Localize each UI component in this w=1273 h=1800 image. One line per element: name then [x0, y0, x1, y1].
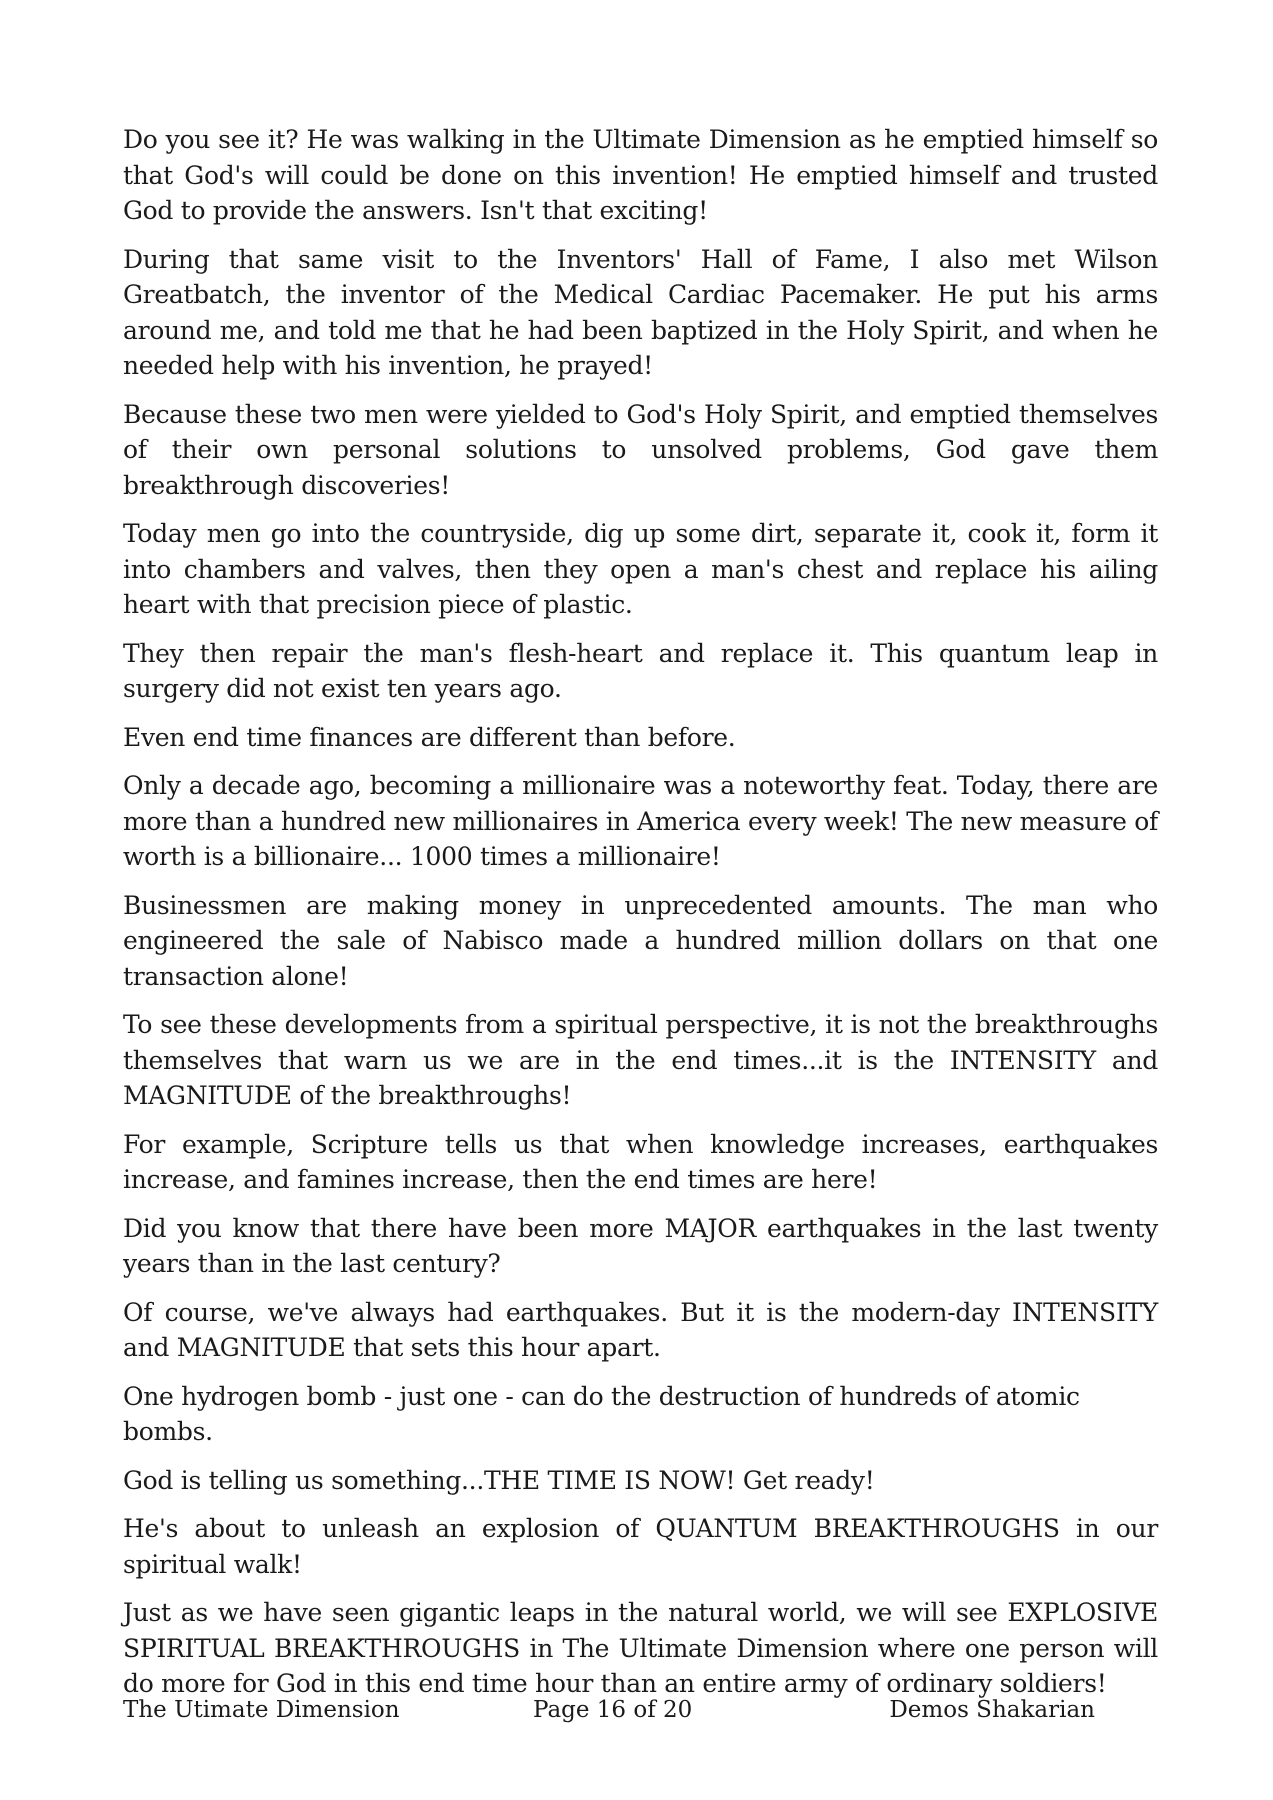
- paragraph: God is telling us something...THE TIME IS NOW! Get ready!: [123, 1465, 875, 1495]
- footer-author: Demos Shakarian: [889, 1697, 1095, 1723]
- paragraph: One hydrogen bomb - just one - can do the destruction of hundreds of atomic bombs.: [123, 1381, 1080, 1446]
- paragraph: To see these developments from a spiritual perspective, it is not the breakthroughs themselves that warn us we are in the end times...it is the INTENSITY and MAGNITUDE of the breakthroughs!: [123, 1010, 1158, 1110]
- paragraph: Today men go into the countryside, dig up some dirt, separate it, cook it, form it into chambers and valves, then they open a man's chest and replace his ailing heart with that precision piece of plastic.: [123, 519, 1158, 619]
- paragraph: Just as we have seen gigantic leaps in the natural world, we will see EXPLOSIVE SPIRITUAL BREAKTHROUGHS in The Ultimate Dimension where one person will do more for God in this end time hour than an entire army of ordinary soldiers!: [123, 1598, 1158, 1698]
- paragraph: Even end time finances are different than before.: [123, 722, 736, 752]
- page-footer: [123, 1694, 1158, 1726]
- footer-page-number: Page 16 of 20: [533, 1697, 693, 1723]
- paragraph: Because these two men were yielded to God's Holy Spirit, and emptied themselves of their own personal solutions to unsolved problems, God gave them breakthrough discoveries!: [123, 399, 1158, 500]
- paragraph: They then repair the man's flesh-heart and replace it. This quantum leap in surgery did not exist ten years ago.: [123, 638, 1158, 703]
- paragraph: He's about to unleash an explosion of QUANTUM BREAKTHROUGHS in our spiritual walk!: [123, 1514, 1158, 1579]
- paragraph: Do you see it? He was walking in the Ultimate Dimension as he emptied himself so that God's will could be done on this invention! He emptied himself and trusted God to provide the answers. Isn't that exciting!: [123, 125, 1158, 225]
- paragraph: During that same visit to the Inventors' Hall of Fame, I also met Wilson Greatbatch, the inventor of the Medical Cardiac Pacemaker. He put his arms around me, and told me that he had been baptized in the Holy Spirit, and when he needed help with his invention, he prayed!: [123, 244, 1158, 380]
- paragraph: Businessmen are making money in unprecedented amounts. The man who engineered the sale of Nabisco made a hundred million dollars on that one transaction alone!: [123, 890, 1158, 991]
- paragraph: Of course, we've always had earthquakes. But it is the modern-day INTENSITY and MAGNITUDE that sets this hour apart.: [123, 1297, 1158, 1362]
- paragraph: Did you know that there have been more MAJOR earthquakes in the last twenty years than in the last century?: [123, 1213, 1158, 1278]
- paragraph: Only a decade ago, becoming a millionaire was a noteworthy feat. Today, there are more than a hundred new millionaires in America every week! The new measure of worth is a billionaire... 1000 times a millionaire!: [123, 771, 1158, 871]
- page-body: [123, 122, 1158, 1715]
- footer-book-title: The Utimate Dimension: [123, 1697, 400, 1723]
- paragraph: For example, Scripture tells us that when knowledge increases, earthquakes increase, and famines increase, then the end times are here!: [123, 1129, 1158, 1194]
